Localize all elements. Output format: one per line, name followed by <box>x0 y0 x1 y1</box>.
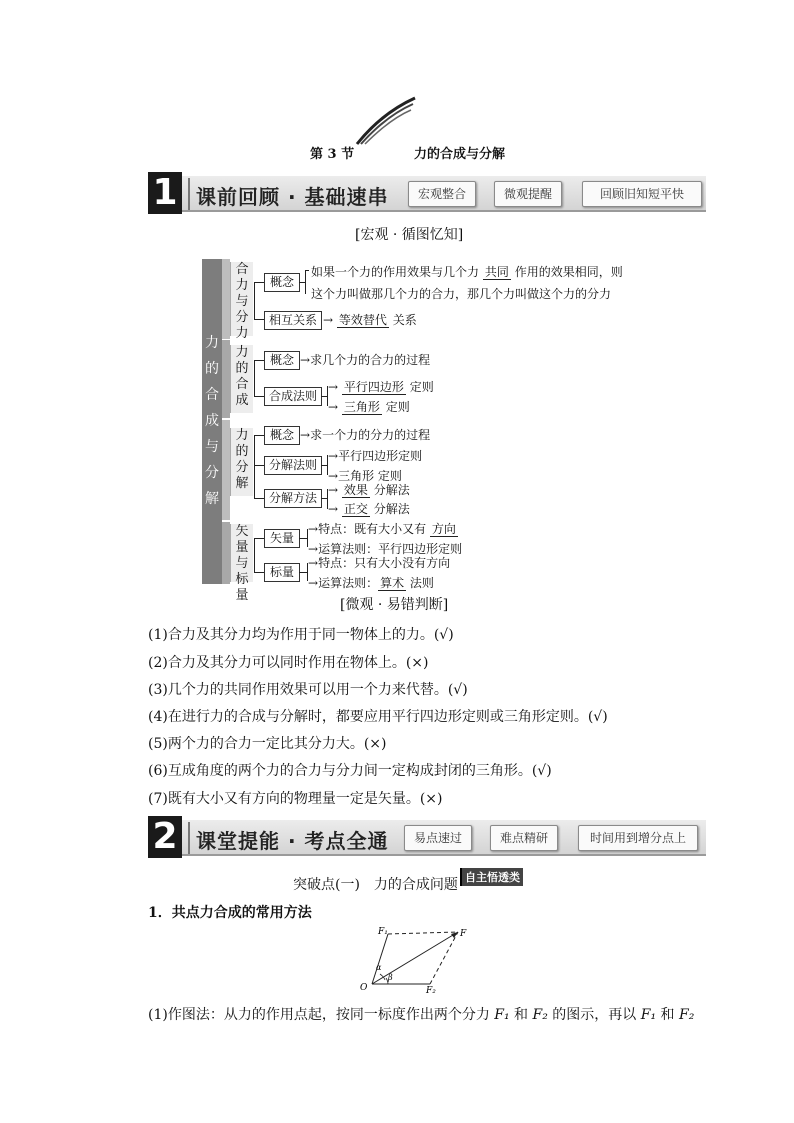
rule-text: 平行四边形定则 <box>338 449 423 463</box>
arrow-icon: → <box>328 400 339 414</box>
judgement-item: (4)在进行力的合成与分解时，都要应用平行四边形定则或三角形定则。(√) <box>148 709 608 725</box>
subsection-title: 1．共点力合成的常用方法 <box>148 905 312 921</box>
label-alpha: α <box>376 963 382 972</box>
arrow-icon: → <box>328 502 339 516</box>
judgement-item: (2)合力及其分力可以同时作用在物体上。(×) <box>148 655 429 671</box>
arrow-icon: → <box>300 428 311 442</box>
judgement-item: (3)几个力的共同作用效果可以用一个力来代替。(√) <box>148 682 468 698</box>
answer-blank: 算术 <box>380 576 405 590</box>
rule-text: 三角形 定则 <box>338 469 402 483</box>
judgement-item: (7)既有大小又有方向的物理量一定是矢量。(×) <box>148 791 443 807</box>
concept-text: 作用的效果相同，则 <box>514 265 623 279</box>
judgement-item: (5)两个力的合力一定比其分力大。(×) <box>148 736 387 752</box>
label-F1: F₁ <box>378 927 388 937</box>
rule-box: 合成法则 <box>264 387 322 406</box>
banner-title: 课前回顾 · 基础速串 <box>196 185 389 209</box>
answer-blank: 平行四边形 <box>343 380 404 394</box>
concept-box: 概念 <box>264 273 300 292</box>
rule-text: 运算法则：平行四边形定则 <box>318 542 463 556</box>
section-banner-2 <box>148 816 706 857</box>
concept-text: 这个力叫做那几个力的合力，那几个力叫做这个力的分力 <box>311 287 612 301</box>
rule-suffix: 定则 <box>409 380 434 394</box>
concept-box: 概念 <box>264 351 300 370</box>
label-F2: F₂ <box>426 986 436 994</box>
arrow-icon: → <box>328 469 339 483</box>
answer-blank: 三角形 <box>343 400 380 414</box>
label-F: F <box>460 929 467 939</box>
review-button[interactable]: 回顾旧知短平快 <box>582 181 702 207</box>
method-paragraph: (1)作图法：从力的作用点起，按同一标度作出两个分力 F₁ 和 F₂ 的图示，再以 F₁ 和 F₂ <box>148 1007 695 1023</box>
method-suffix: 分解法 <box>373 502 410 516</box>
micro-heading: [微观 · 易错判断] <box>340 597 449 613</box>
hard-points-button[interactable]: 难点精研 <box>490 825 558 851</box>
feature-text: 特点：只有大小没有方向 <box>318 556 451 570</box>
breakthrough-tag: 自主悟透类 <box>460 868 523 886</box>
arrow-icon: → <box>308 556 319 570</box>
arrow-icon: → <box>308 542 319 556</box>
answer-blank: 正交 <box>343 502 368 516</box>
group-label: 力 的 合 成 <box>230 345 253 413</box>
answer-blank: 共同 <box>484 265 509 279</box>
swoosh-decoration <box>355 96 417 146</box>
rule-suffix: 法则 <box>409 576 434 590</box>
group-label: 矢 量 与 标 量 <box>230 524 253 582</box>
banner-title: 课堂提能 · 考点全通 <box>196 829 389 853</box>
method-box: 分解方法 <box>264 489 322 508</box>
easy-points-button[interactable]: 易点速过 <box>404 825 472 851</box>
arrow-icon: → <box>328 449 339 463</box>
concept-text: 求几个力的合力的过程 <box>310 353 431 367</box>
label-beta: β <box>388 973 393 982</box>
rule-suffix: 定则 <box>385 400 410 414</box>
relation-suffix: 关系 <box>392 313 417 327</box>
force-parallelogram-diagram <box>350 922 480 994</box>
relation-box: 相互关系 <box>264 311 322 330</box>
macro-integration-button[interactable]: 宏观整合 <box>408 181 476 207</box>
score-points-button[interactable]: 时间用到增分点上 <box>578 825 698 851</box>
answer-blank: 效果 <box>343 483 368 497</box>
judgement-item: (1)合力及其分力均为作用于同一物体上的力。(√) <box>148 627 454 643</box>
section-number: 第 3 节 <box>310 147 355 162</box>
arrow-icon: → <box>323 313 334 327</box>
breakthrough-title: 突破点(一) 力的合成问题 <box>293 877 458 893</box>
method-suffix: 分解法 <box>373 483 410 497</box>
answer-blank: 等效替代 <box>338 313 387 327</box>
arrow-icon: → <box>308 576 319 590</box>
arrow-icon: → <box>328 483 339 497</box>
concept-text: 如果一个力的作用效果与几个力 <box>311 265 480 279</box>
scalar-box: 标量 <box>264 563 300 582</box>
section-banner-1 <box>148 172 706 213</box>
micro-reminder-button[interactable]: 微观提醒 <box>494 181 562 207</box>
concept-text: 求一个力的分力的过程 <box>310 428 431 442</box>
rule-text: 运算法则： <box>318 576 379 590</box>
group-label: 合 力 与 分 力 <box>230 262 253 336</box>
label-O: O <box>360 983 368 993</box>
feature-text: 特点：既有大小又有 <box>318 522 427 536</box>
banner-number: 2 <box>148 816 182 858</box>
rule-box: 分解法则 <box>264 456 322 475</box>
mindmap-root-label: 力 的 合 成 与 分 解 <box>205 335 219 507</box>
banner-number: 1 <box>148 172 182 214</box>
arrow-icon: → <box>328 380 339 394</box>
judgement-item: (6)互成角度的两个力的合力与分力间一定构成封闭的三角形。(√) <box>148 763 552 779</box>
concept-box: 概念 <box>264 426 300 445</box>
page-title: 力的合成与分解 <box>414 147 506 162</box>
answer-blank: 方向 <box>431 522 456 536</box>
group-label: 力 的 分 解 <box>230 428 253 496</box>
macro-heading: [宏观 · 循图忆知] <box>355 227 464 243</box>
arrow-icon: → <box>308 522 319 536</box>
vector-box: 矢量 <box>264 529 300 548</box>
arrow-icon: → <box>300 353 311 367</box>
